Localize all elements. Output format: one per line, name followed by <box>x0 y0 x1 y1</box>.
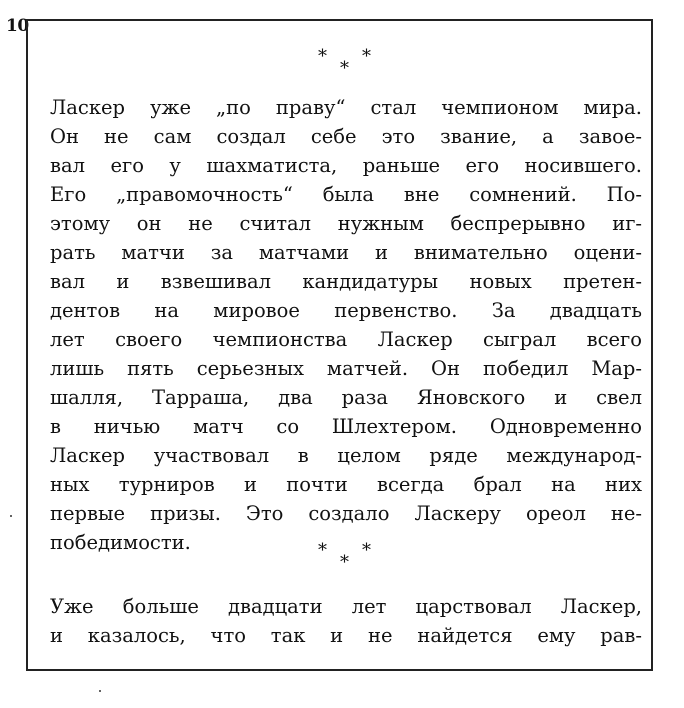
section-separator-top <box>318 48 398 78</box>
text-line: этому он не считал нужным беспрерывно иг- <box>50 212 642 235</box>
text-line: первые призы. Это создало Ласкеру ореол не- <box>50 502 642 525</box>
text-line: шалля, Тарраша, два раза Яновского и свел <box>50 386 642 409</box>
paragraph-main <box>50 93 642 557</box>
text-line: лишь пять серьезных матчей. Он победил Мар- <box>50 357 642 380</box>
text-line: вал и взвешивал кандидатуры новых претен- <box>50 270 642 293</box>
text-line: и казалось, что так и не найдется ему рав- <box>50 624 642 647</box>
asterisk: * <box>362 540 371 561</box>
text-line: в ничью матч со Шлехтером. Одновременно <box>50 415 642 438</box>
text-line: Ласкер уже „по праву“ стал чемпионом мира. <box>50 96 642 119</box>
asterisk: * <box>340 552 349 573</box>
page-number: 10 <box>6 16 29 36</box>
text-line: лет своего чемпионства Ласкер сыграл всего <box>50 328 642 351</box>
print-speck <box>10 515 12 517</box>
text-line: Его „правомочность“ была вне сомнений. По- <box>50 183 642 206</box>
text-line: победимости. <box>50 531 191 554</box>
text-line: ных турниров и почти всегда брал на них <box>50 473 642 496</box>
asterisk: * <box>340 58 349 79</box>
text-line: дентов на мировое первенство. За двадцать <box>50 299 642 322</box>
asterisk: * <box>318 540 327 561</box>
asterisk: * <box>318 46 327 67</box>
print-speck <box>99 690 101 692</box>
paragraph-continued <box>50 592 642 650</box>
text-line: вал его у шахматиста, раньше его носившего. <box>50 154 642 177</box>
text-line: рать матчи за матчами и внимательно оцени- <box>50 241 642 264</box>
text-line: Уже больше двадцати лет царствовал Ласкер, <box>50 595 642 618</box>
text-line: Ласкер участвовал в целом ряде международ- <box>50 444 642 467</box>
asterisk: * <box>362 46 371 67</box>
text-line: Он не сам создал себе это звание, а завое- <box>50 125 642 148</box>
section-separator-bottom <box>318 542 398 572</box>
